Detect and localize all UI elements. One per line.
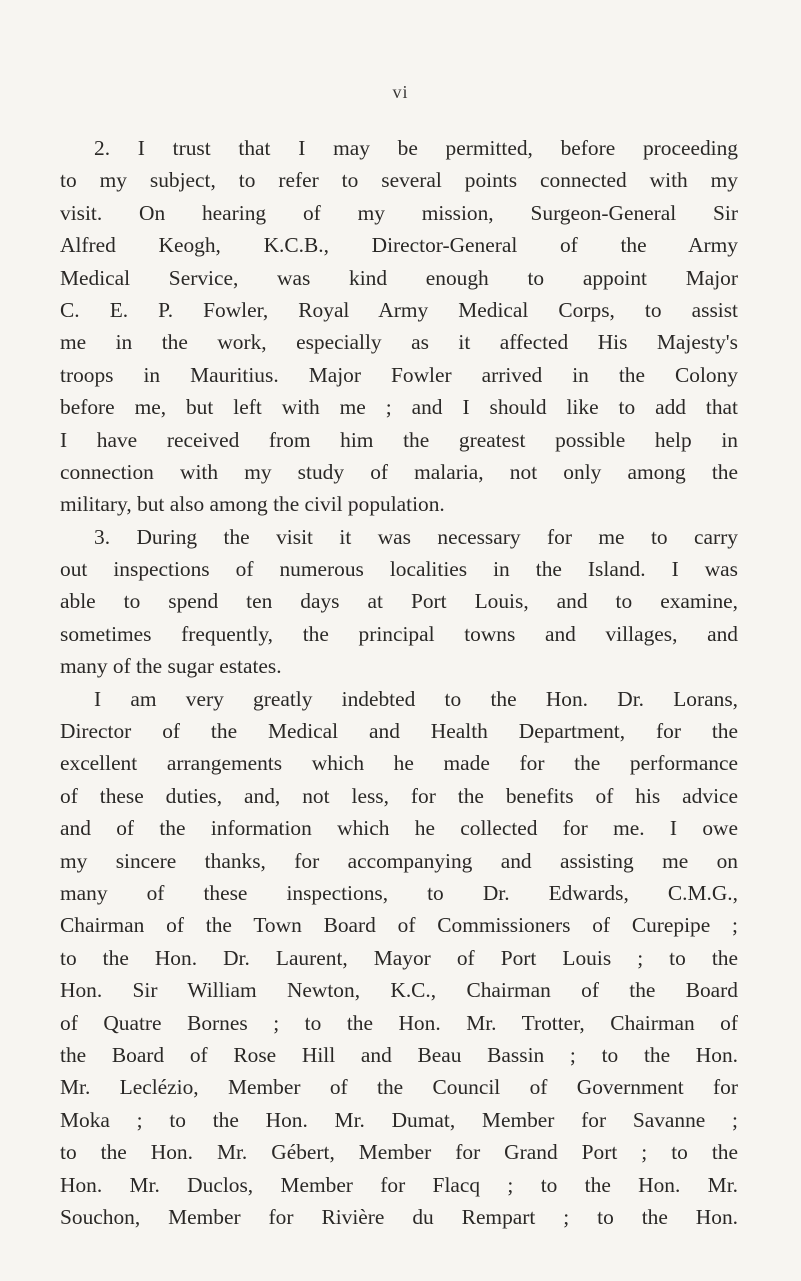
text-line: sometimes frequently, the principal towns and villages, and <box>60 621 738 646</box>
text-line: I am very greatly indebted to the Hon. Dr. Lorans, <box>94 686 738 711</box>
text-line: military, but also among the civil population. <box>60 492 445 517</box>
text-line: troops in Mauritius. Major Fowler arrived in the Colony <box>60 362 738 387</box>
text-line: Chairman of the Town Board of Commissioners of Curepipe ; <box>60 913 738 938</box>
text-line: connection with my study of malaria, not only among the <box>60 459 738 484</box>
text-line: me in the work, especially as it affected His Majesty's <box>60 330 738 355</box>
text-line: the Board of Rose Hill and Beau Bassin ; to the Hon. <box>60 1042 738 1067</box>
text-line: 3. During the visit it was necessary for me to carry <box>94 524 738 549</box>
text-line: able to spend ten days at Port Louis, and to examine, <box>60 589 738 614</box>
text-line: Medical Service, was kind enough to appoint Major <box>60 265 738 290</box>
text-line: my sincere thanks, for accompanying and assisting me on <box>60 848 738 873</box>
text-line: to the Hon. Mr. Gébert, Member for Grand Port ; to the <box>60 1140 738 1165</box>
text-line: 2. I trust that I may be permitted, before proceeding <box>94 136 738 160</box>
text-line: Hon. Mr. Duclos, Member for Flacq ; to the Hon. Mr. <box>60 1172 738 1197</box>
text-line: C. E. P. Fowler, Royal Army Medical Corps, to assist <box>60 297 738 322</box>
text-line: visit. On hearing of my mission, Surgeon-General Sir <box>60 200 738 225</box>
text-line: of these duties, and, not less, for the benefits of his advice <box>60 783 738 808</box>
text-line: Moka ; to the Hon. Mr. Dumat, Member for Savanne ; <box>60 1107 738 1132</box>
text-line: Souchon, Member for Rivière du Rempart ; to the Hon. <box>60 1204 738 1229</box>
text-line: and of the information which he collected for me. I owe <box>60 816 738 841</box>
page-number: vi <box>392 82 409 102</box>
text-line: Mr. Leclézio, Member of the Council of Government for <box>60 1075 738 1100</box>
text-line: to the Hon. Dr. Laurent, Mayor of Port Louis ; to the <box>60 945 738 970</box>
text-line: Hon. Sir William Newton, K.C., Chairman of the Board <box>60 978 738 1003</box>
text-line: to my subject, to refer to several points connected with my <box>60 168 738 193</box>
text-line: I have received from him the greatest possible help in <box>60 427 738 452</box>
text-line: before me, but left with me ; and I should like to add that <box>60 395 738 420</box>
body-text <box>60 132 738 1233</box>
text-line: of Quatre Bornes ; to the Hon. Mr. Trotter, Chairman of <box>60 1010 738 1035</box>
text-line: many of the sugar estates. <box>60 654 282 679</box>
text-line: excellent arrangements which he made for the performance <box>60 751 738 776</box>
text-line: many of these inspections, to Dr. Edwards, C.M.G., <box>60 880 738 905</box>
text-line: out inspections of numerous localities in the Island. I was <box>60 557 738 582</box>
text-line: Director of the Medical and Health Department, for the <box>60 719 738 744</box>
text-line: Alfred Keogh, K.C.B., Director-General of the Army <box>60 233 738 258</box>
